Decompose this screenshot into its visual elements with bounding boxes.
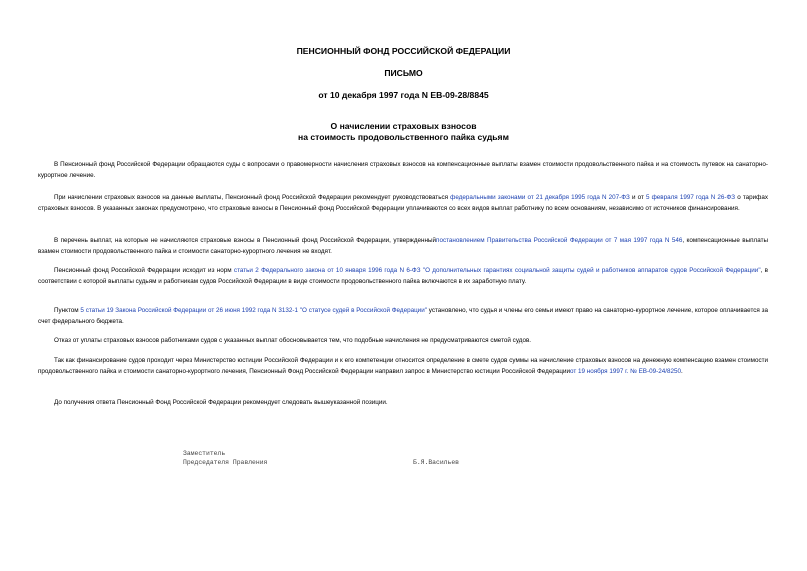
paragraph-text: Отказ от уплаты страховых взносов работниками судов с указанных выплат обосновывается тем, что подобные начисления не предусматриваются сметой судов.	[54, 337, 532, 344]
paragraph-text: и от	[629, 194, 646, 201]
paragraph-text: Пунктом	[54, 307, 81, 314]
document-type: ПИСЬМО	[384, 68, 423, 78]
law-link-3132[interactable]: 5 статьи 19 Закона Российской Федерации от 26 июня 1992 года N 3132-1 "О статусе судей в Российской Федерации"	[80, 307, 427, 314]
document-date-number: от 10 декабря 1997 года N ЕВ-09-28/8845	[318, 90, 489, 100]
paragraph-text: , в соответствии с которой выплаты судьям и работникам судов Российской Федерации в виде стоимости продовольственного пайка включаются в их заработную плату.	[38, 267, 768, 285]
signature-name: Б.Я.Васильев	[413, 459, 460, 466]
paragraph-2	[38, 193, 768, 214]
document-title-line2: на стоимость продовольственного пайка судьям	[298, 132, 509, 142]
paragraph-4	[38, 266, 768, 287]
paragraph-7	[38, 356, 768, 377]
paragraph-text: , компенсационные выплаты взамен стоимости продовольственного пайка и стоимости санаторно-курортного лечения не входят.	[38, 237, 768, 255]
law-link-207fz[interactable]: федеральными законами от 21 декабря 1995 года N 207-ФЗ	[450, 194, 630, 201]
paragraph-text: о тарифах страховых взносов. В указанных законах предусмотрено, что страховые взносы в Пенсионный фонд Российской Федерации уплачиваются со всех видов выплат работнику по всем основаниям, независимо от источников финансирования.	[38, 194, 769, 212]
paragraph-1	[38, 160, 768, 181]
paragraph-text: В перечень выплат, на которые не начисляются страховые взносы в Пенсионный фонд Российской Федерации, утвержденный	[54, 237, 437, 244]
paragraph-5	[38, 306, 768, 327]
organization-title: ПЕНСИОННЫЙ ФОНД РОССИЙСКОЙ ФЕДЕРАЦИИ	[296, 46, 511, 56]
paragraph-3	[38, 236, 768, 257]
signature-position-line1: Заместитель	[183, 450, 226, 457]
document-title-line1: О начислении страховых взносов	[330, 121, 477, 131]
signature-position-line2: Председателя Правления	[183, 459, 268, 466]
paragraph-8	[38, 398, 768, 409]
law-link-26fz[interactable]: 5 февраля 1997 года N 26-ФЗ	[645, 194, 736, 201]
paragraph-text: Пенсионный фонд Российской Федерации исходит из норм	[54, 267, 234, 274]
paragraph-text: При начислении страховых взносов на данные выплаты, Пенсионный фонд Российской Федерации рекомендует руководствоваться	[54, 194, 451, 201]
paragraph-text: .	[680, 367, 683, 375]
resolution-link-546[interactable]: постановлением Правительства Российской Федерации от 7 мая 1997 года N 546	[436, 237, 683, 244]
paragraph-text: В Пенсионный фонд Российской Федерации обращаются суды с вопросами о правомерности начисления страховых взносов на компенсационные выплаты взамен стоимости продовольственного пайка и на стоимость путевок на санаторно-курортное лечение.	[38, 161, 768, 179]
paragraph-text: До получения ответа Пенсионный Фонд Российской Федерации рекомендует следовать вышеуказанной позиции.	[54, 399, 388, 406]
request-link-8250[interactable]: от 19 ноября 1997 г. № ЕВ-09-24/8250	[569, 367, 681, 375]
paragraph-text: Так как финансирование судов проходит через Министерство юстиции Российской Федерации и к его компетенции относится определение в смете судов суммы на начисление страховых взносов на денежную компенсацию взамен стоимости продовольственного пайка и стоимости санаторно-курортного лечения, Пенсионный Фонд Российской Федерации направил запрос в Министерство юстиции Российской Федерации	[38, 357, 768, 375]
law-link-6fz[interactable]: статьи 2 Федерального закона от 10 января 1996 года N 6-ФЗ "О дополнительных гарантиях социальной защиты судей и работников аппаратов судов Российской Федерации"	[233, 267, 761, 274]
paragraph-6	[38, 336, 768, 347]
paragraph-text: установлено, что судья и члены его семьи имеют право на санаторно-курортное лечение, которое оплачивается за счет федерального бюджета.	[38, 307, 769, 325]
